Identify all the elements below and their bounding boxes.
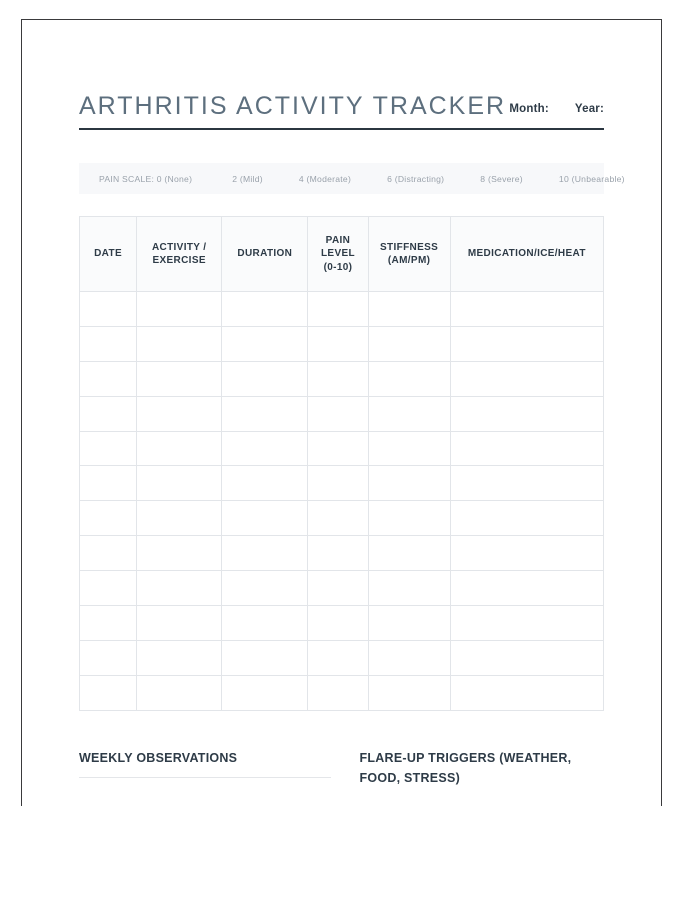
table-cell[interactable] <box>222 640 308 675</box>
year-label: Year: <box>574 103 604 115</box>
table-cell[interactable] <box>308 361 368 396</box>
column-header-line: EXERCISE <box>152 255 206 266</box>
table-cell[interactable] <box>137 466 222 501</box>
table-cell[interactable] <box>308 536 368 571</box>
table-cell[interactable] <box>308 606 368 641</box>
table-cell[interactable] <box>450 396 603 431</box>
document-header <box>79 75 604 119</box>
table-cell[interactable] <box>137 326 222 361</box>
page-title: ARTHRITIS ACTIVITY TRACKER <box>79 92 507 120</box>
table-row <box>80 292 604 327</box>
table-cell[interactable] <box>450 431 603 466</box>
pain-scale-item: 6 (Distracting) <box>387 173 445 184</box>
column-header-line: LEVEL <box>320 248 355 260</box>
table-cell[interactable] <box>137 571 222 606</box>
table-row <box>80 396 604 431</box>
table-header <box>80 217 604 292</box>
column-header-line: ACTIVITY / <box>151 241 207 253</box>
table-cell[interactable] <box>222 396 308 431</box>
weekly-observations-block <box>79 748 342 789</box>
table-cell[interactable] <box>368 675 450 710</box>
pain-scale-item: 10 (Unbearable) <box>558 173 625 184</box>
table-row <box>80 606 604 641</box>
table-cell[interactable] <box>137 361 222 396</box>
page-content <box>79 75 625 789</box>
column-header-line: PAIN <box>325 235 351 247</box>
column-header-line: DURATION <box>237 248 293 260</box>
table-cell[interactable] <box>308 292 368 327</box>
table-cell[interactable] <box>222 675 308 710</box>
table-cell[interactable] <box>308 571 368 606</box>
column-header-line: DATE <box>94 248 122 260</box>
column-header-line: (AM/PM) <box>387 255 431 266</box>
table-cell[interactable] <box>137 396 222 431</box>
table-cell[interactable] <box>222 292 308 327</box>
table-cell[interactable] <box>450 501 603 536</box>
pain-scale-item: 2 (Mild) <box>232 173 263 184</box>
table-cell[interactable] <box>450 326 603 361</box>
table-cell[interactable] <box>450 571 603 606</box>
table-cell[interactable] <box>450 292 603 327</box>
table-cell[interactable] <box>222 536 308 571</box>
weekly-observations-title: WEEKLY OBSERVATIONS <box>79 750 238 765</box>
table-cell[interactable] <box>450 466 603 501</box>
table-cell[interactable] <box>368 571 450 606</box>
table-row <box>80 431 604 466</box>
table-cell[interactable] <box>80 326 137 361</box>
table-cell[interactable] <box>368 292 450 327</box>
table-cell[interactable] <box>222 501 308 536</box>
table-row <box>80 536 604 571</box>
table-cell[interactable] <box>308 640 368 675</box>
pain-scale-item: 8 (Severe) <box>480 173 523 184</box>
table-cell[interactable] <box>222 466 308 501</box>
table-cell[interactable] <box>450 675 603 710</box>
column-header-pain-level <box>308 217 368 292</box>
table-cell[interactable] <box>137 640 222 675</box>
table-cell[interactable] <box>222 606 308 641</box>
table-cell[interactable] <box>222 431 308 466</box>
table-cell[interactable] <box>137 501 222 536</box>
table-row <box>80 501 604 536</box>
table-cell[interactable] <box>80 675 137 710</box>
table-cell[interactable] <box>80 640 137 675</box>
column-header-activity <box>137 217 222 292</box>
table-body <box>80 292 604 711</box>
table-row <box>80 640 604 675</box>
table-cell[interactable] <box>80 571 137 606</box>
table-cell[interactable] <box>368 361 450 396</box>
flare-up-triggers-title <box>360 748 605 789</box>
table-row <box>80 675 604 710</box>
table-cell[interactable] <box>368 536 450 571</box>
column-header-medication <box>450 217 603 292</box>
flare-up-triggers-block <box>342 748 605 789</box>
table-cell[interactable] <box>450 606 603 641</box>
table-cell[interactable] <box>80 431 137 466</box>
column-header-line: (0-10) <box>323 261 353 273</box>
table-cell[interactable] <box>137 606 222 641</box>
flare-up-title-line: FOOD, STRESS) <box>359 771 460 786</box>
pain-scale-item: 4 (Moderate) <box>298 173 352 184</box>
table-cell[interactable] <box>368 326 450 361</box>
table-cell[interactable] <box>368 501 450 536</box>
table-cell[interactable] <box>137 536 222 571</box>
column-header-duration <box>222 217 308 292</box>
table-header-row <box>80 217 604 292</box>
column-header-line: STIFFNESS <box>380 241 439 253</box>
pain-scale-legend <box>79 163 625 194</box>
table-cell[interactable] <box>222 571 308 606</box>
table-cell[interactable] <box>137 431 222 466</box>
table-cell[interactable] <box>308 326 368 361</box>
table-cell[interactable] <box>368 640 450 675</box>
table-cell[interactable] <box>368 606 450 641</box>
column-header-stiffness <box>368 217 450 292</box>
table-cell[interactable] <box>80 292 137 327</box>
table-row <box>80 361 604 396</box>
notes-section <box>79 748 604 789</box>
table-cell[interactable] <box>80 466 137 501</box>
table-cell[interactable] <box>80 606 137 641</box>
table-cell[interactable] <box>368 431 450 466</box>
table-row <box>80 326 604 361</box>
page-sheet <box>21 19 662 806</box>
table-cell[interactable] <box>222 361 308 396</box>
table-row <box>80 466 604 501</box>
table-cell[interactable] <box>368 396 450 431</box>
table-cell[interactable] <box>308 396 368 431</box>
month-year-fields <box>509 103 604 119</box>
table-cell[interactable] <box>450 361 603 396</box>
title-divider <box>79 128 604 130</box>
table-row <box>80 571 604 606</box>
month-label: Month: <box>509 103 549 115</box>
table-cell[interactable] <box>308 431 368 466</box>
table-cell[interactable] <box>80 396 137 431</box>
pain-scale-item: PAIN SCALE: 0 (None) <box>99 173 193 184</box>
table-cell[interactable] <box>450 640 603 675</box>
column-header-date <box>80 217 137 292</box>
table-cell[interactable] <box>308 466 368 501</box>
activity-tracker-table <box>79 216 604 711</box>
table-cell[interactable] <box>80 361 137 396</box>
flare-up-title-line: FLARE-UP TRIGGERS (WEATHER, <box>359 750 572 765</box>
table-cell[interactable] <box>308 675 368 710</box>
table-cell[interactable] <box>80 501 137 536</box>
table-cell[interactable] <box>450 536 603 571</box>
table-cell[interactable] <box>222 326 308 361</box>
table-cell[interactable] <box>137 292 222 327</box>
table-cell[interactable] <box>308 501 368 536</box>
table-cell[interactable] <box>137 675 222 710</box>
column-header-line: MEDICATION/ICE/HEAT <box>467 248 586 260</box>
table-cell[interactable] <box>368 466 450 501</box>
table-cell[interactable] <box>80 536 137 571</box>
weekly-observations-divider <box>79 777 331 778</box>
